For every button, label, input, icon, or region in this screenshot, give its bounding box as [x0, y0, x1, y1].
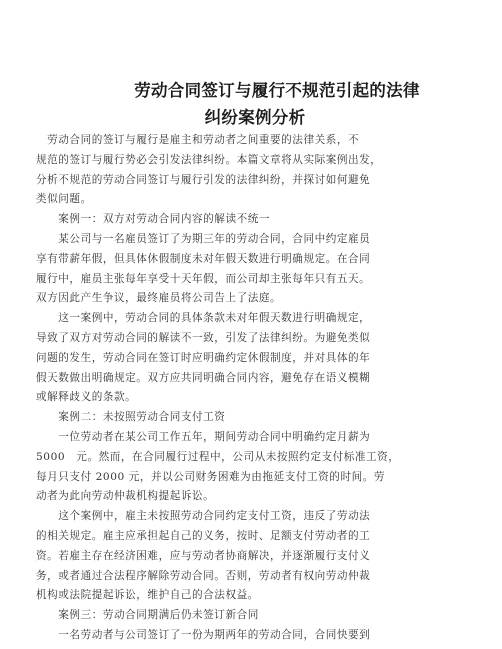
- body-text-line: 每月只支付 2000 元，并以公司财务困难为由拖延支付工资的时间。劳: [36, 470, 386, 483]
- body-text-line: 或解释歧义的条款。: [36, 391, 137, 404]
- body-text-line: 动者为此向劳动仲裁机构提起诉讼。: [36, 490, 215, 503]
- body-text-line: 资。若雇主存在经济困难，应与劳动者协商解决，并逐渐履行支付义: [36, 549, 371, 562]
- body-text-line: 类似问题。: [36, 193, 92, 206]
- body-text-line: 案例三：劳动合同期满后仍未签订新合同: [36, 609, 259, 622]
- body-text-line: 5000 元。然而，在合同履行过程中，公司从未按照约定支付标准工资，: [36, 450, 400, 463]
- body-text-line: 一名劳动者与公司签订了一份为期两年的劳动合同，合同快要到: [36, 629, 371, 641]
- body-text-line: 规范的签订与履行势必会引发法律纠纷。本篇文章将从实际案例出发，: [36, 153, 382, 166]
- document-title-line-1: 劳动合同签订与履行不规范引起的法律: [134, 81, 420, 100]
- body-text-line: 案例一：双方对劳动合同内容的解读不统一: [36, 213, 271, 226]
- body-text-line: 这一案例中，劳动合同的具体条款未对年假天数进行明确规定，: [36, 312, 371, 325]
- body-text-line: 享有带薪年假，但具体休假制度未对年假天数进行明确规定。在合同: [36, 252, 371, 265]
- body-text-line: 这个案例中，雇主未按照劳动合同约定支付工资，违反了劳动法: [36, 510, 371, 523]
- body-text-line: 双方因此产生争议，最终雇员将公司告上了法庭。: [36, 292, 282, 305]
- body-text-line: 一位劳动者在某公司工作五年，期间劳动合同中明确约定月薪为: [36, 431, 371, 443]
- document-title-line-2: 纠纷案例分析: [204, 108, 306, 127]
- body-text-line: 履行中，雇员主张每年享受十天年假，而公司却主张每年只有五天。: [36, 272, 371, 285]
- body-text-line: 案例二：未按照劳动合同支付工资: [36, 411, 226, 424]
- body-text-line: 某公司与一名雇员签订了为期三年的劳动合同，合同中约定雇员: [36, 233, 371, 245]
- body-text-line: 导致了双方对劳动合同的解读不一致，引发了法律纠纷。为避免类似: [36, 332, 371, 344]
- body-text-line: 机构或法院提起诉讼，维护自己的合法权益。: [36, 589, 259, 602]
- body-text-line: 分析不规范的劳动合同签订与履行引发的法律纠纷，并探讨如何避免: [36, 173, 371, 186]
- body-text-line: 务，或者通过合法程序解除劳动合同。否则，劳动者有权向劳动仲裁: [36, 569, 371, 582]
- body-text-line: 假天数做出明确规定。双方应共同明确合同内容，避免存在语义模糊: [36, 371, 371, 384]
- body-text-line: 劳动合同的签订与履行是雇主和劳动者之间重要的法律关系，不: [36, 134, 360, 146]
- body-text-line: 问题的发生，劳动合同在签订时应明确约定休假制度，并对具体的年: [36, 351, 371, 364]
- body-text-line: 的相关规定。雇主应承担起自己的义务，按时、足额支付劳动者的工: [36, 530, 371, 542]
